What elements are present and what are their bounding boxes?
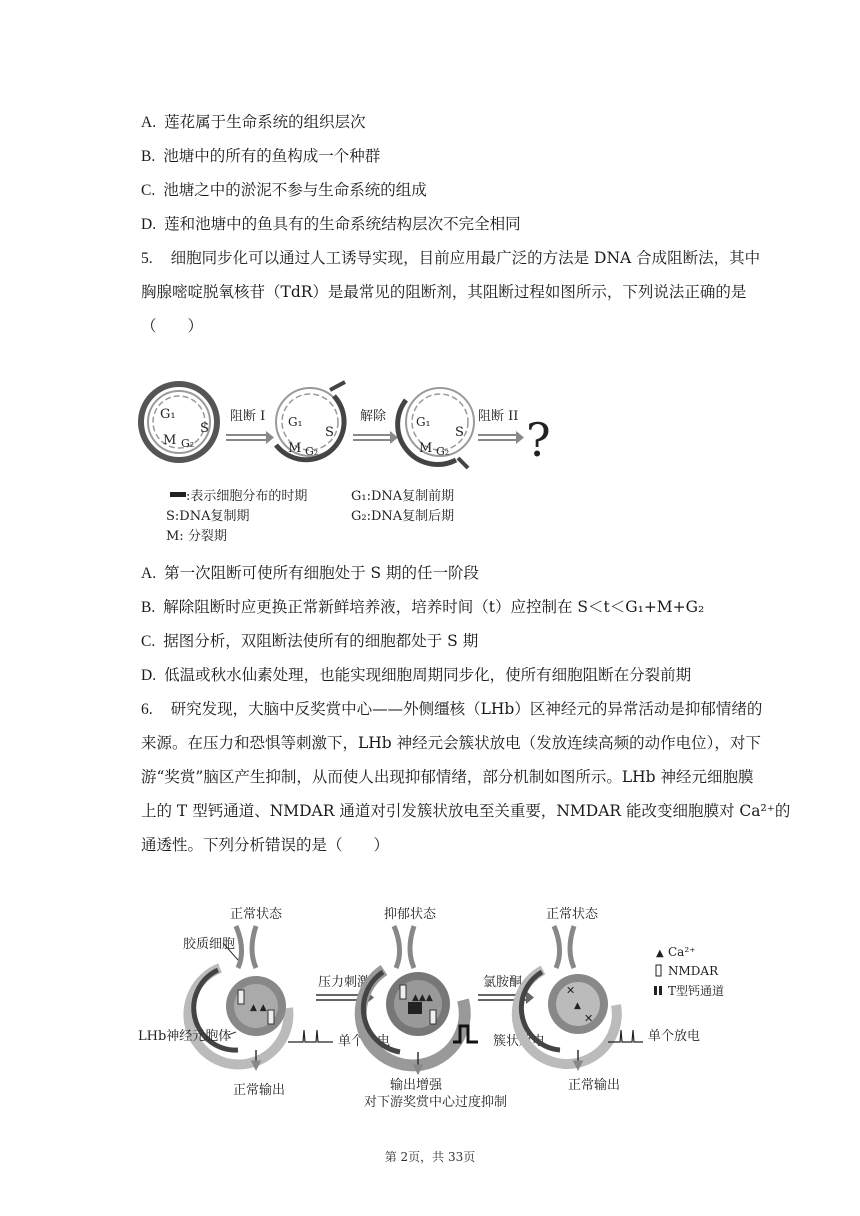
q5-option-a [141, 562, 479, 585]
q6-stem-line-1 [141, 698, 762, 721]
phase-s-label: S [455, 425, 464, 440]
phase-g2-label: G₂ [181, 437, 195, 450]
phase-s-label: S [325, 425, 334, 440]
legend-ca: Ca²⁺ [668, 945, 696, 959]
q5-stem-line-3: （ ） [141, 317, 204, 335]
q6-stem-line-2: 来源。在压力和恐惧等刺激下，LHb 神经元会簇状放电（发放连续高频的动作电位），对下 [141, 734, 761, 752]
state-label: 正常状态 [546, 907, 599, 922]
option-letter: D. [141, 216, 157, 233]
output-label: 输出增强 [390, 1078, 443, 1093]
cell-cycle-figure [138, 380, 558, 550]
glia-label: 胶质细胞 [183, 937, 236, 952]
svg-text:▲: ▲ [656, 948, 664, 959]
legend-t-channel: T型钙通道 [668, 984, 725, 998]
phase-g2-label: G₂ [305, 445, 319, 458]
state-label: 正常状态 [230, 907, 283, 922]
q4-option-b [141, 145, 380, 168]
panel-normal-2 [517, 906, 700, 1093]
phase-g1-label: G₁ [416, 415, 431, 429]
stem-text: 细胞同步化可以通过人工诱导实现，目前应用最广泛的方法是 DNA 合成阻断法，其中 [170, 249, 761, 267]
option-text: 池塘中的所有的鱼构成一个种群 [163, 147, 381, 165]
legend-m: M: 分裂期 [166, 529, 227, 544]
q5-option-d [141, 664, 691, 687]
firing-label: 单个放电 [338, 1034, 391, 1049]
q5-option-b [141, 596, 704, 619]
question-number: 5. [141, 250, 153, 267]
q4-option-a [141, 111, 366, 134]
phase-g1-label: G₁ [288, 415, 303, 429]
arrow-label-stress: 压力刺激 [318, 975, 371, 990]
option-text: 池塘之中的淤泥不参与生命系统的组成 [163, 181, 427, 199]
svg-text:▲ ▲: ▲ ▲ [250, 1003, 267, 1013]
phase-m-label: M [288, 441, 302, 456]
phase-s-label: S [200, 421, 209, 436]
q5-stem-line-1 [141, 247, 760, 270]
cycle-diagram-3 [398, 388, 474, 468]
arrow-label-block-2: 阻断 II [478, 409, 519, 424]
svg-text:✕: ✕ [566, 984, 576, 997]
cycle-diagram-2 [276, 382, 345, 460]
panel-normal-1 [138, 906, 390, 1098]
option-text: 解除阻断时应更换正常新鲜培养液，培养时间（t）应控制在 S＜t＜G₁+M+G₂ [163, 598, 705, 616]
q5-option-c [141, 630, 478, 653]
single-spike-trace [288, 1030, 333, 1042]
option-letter: B. [141, 599, 156, 616]
question-number: 6. [141, 701, 153, 718]
arrow-label-release: 解除 [360, 409, 387, 424]
figure-legend [654, 945, 724, 998]
q4-option-c [141, 179, 427, 202]
svg-text:▲▲▲: ▲▲▲ [412, 993, 433, 1003]
svg-text:✕: ✕ [584, 1012, 594, 1025]
arrow-label-block-1: 阻断 I [230, 409, 266, 424]
q6-stem-line-5: 通透性。下列分析错误的是（ ） [141, 836, 390, 854]
page-footer: 第 2页，共 33页 [384, 1150, 476, 1164]
option-letter: B. [141, 148, 156, 165]
phase-g2-label: G₂ [436, 445, 450, 458]
option-text: 低温或秋水仙素处理，也能实现细胞周期同步化，使所有细胞阻断在分裂前期 [164, 666, 692, 684]
option-letter: A. [141, 565, 157, 582]
arrow-label-ketamine: 氯胺酮 [483, 975, 523, 990]
legend-g2: G₂:DNA复制后期 [351, 509, 455, 524]
output-label-detail: 对下游奖赏中心过度抑制 [364, 1095, 508, 1110]
legend-s: S:DNA复制期 [166, 509, 250, 524]
stem-text: 研究发现，大脑中反奖赏中心——外侧缰核（LHb）区神经元的异常活动是抑郁情绪的 [170, 700, 763, 718]
firing-label: 单个放电 [648, 1029, 701, 1044]
legend-nmdar: NMDAR [668, 964, 719, 978]
legend-g1: G₁:DNA复制前期 [351, 489, 455, 504]
option-text: 据图分析，双阻断法使所有的细胞都处于 S 期 [163, 632, 479, 650]
svg-text:▲: ▲ [574, 1001, 581, 1011]
neuron-label: LHb神经元胞体 [138, 1029, 232, 1044]
option-text: 莲花属于生命系统的组织层次 [164, 113, 366, 131]
cycle-diagram-1 [141, 384, 217, 460]
option-letter: D. [141, 667, 157, 684]
lhb-neuron-figure [138, 890, 738, 1115]
output-label: 正常输出 [233, 1083, 286, 1098]
q4-option-d [141, 213, 521, 236]
option-text: 莲和池塘中的鱼具有的生命系统结构层次不完全相同 [164, 215, 521, 233]
legend-distribution: :表示细胞分布的时期 [186, 489, 308, 504]
firing-label: 簇状放电 [493, 1034, 546, 1049]
output-label: 正常输出 [568, 1078, 621, 1093]
phase-m-label: M [419, 441, 433, 456]
phase-g1-label: G₁ [160, 407, 176, 422]
legend-bar-icon [170, 492, 186, 497]
option-letter: C. [141, 182, 156, 199]
q5-stem-line-2: 胸腺嘧啶脱氧核苷（TdR）是最常见的阻断剂，其阻断过程如图所示，下列说法正确的是 [141, 283, 747, 301]
option-letter: C. [141, 633, 156, 650]
q6-stem-line-4: 上的 T 型钙通道、NMDAR 通道对引发簇状放电至关重要，NMDAR 能改变细胞膜对 Ca²⁺的 [141, 802, 791, 820]
question-mark: ? [526, 413, 551, 467]
option-letter: A. [141, 114, 157, 131]
phase-m-label: M [163, 433, 177, 448]
option-text: 第一次阻断可使所有细胞处于 S 期的任一阶段 [164, 564, 480, 582]
state-label: 抑郁状态 [384, 907, 437, 922]
q6-stem-line-3: 游“奖赏”脑区产生抑制，从而使人出现抑郁情绪，部分机制如图所示。LHb 神经元细胞膜 [141, 768, 754, 786]
